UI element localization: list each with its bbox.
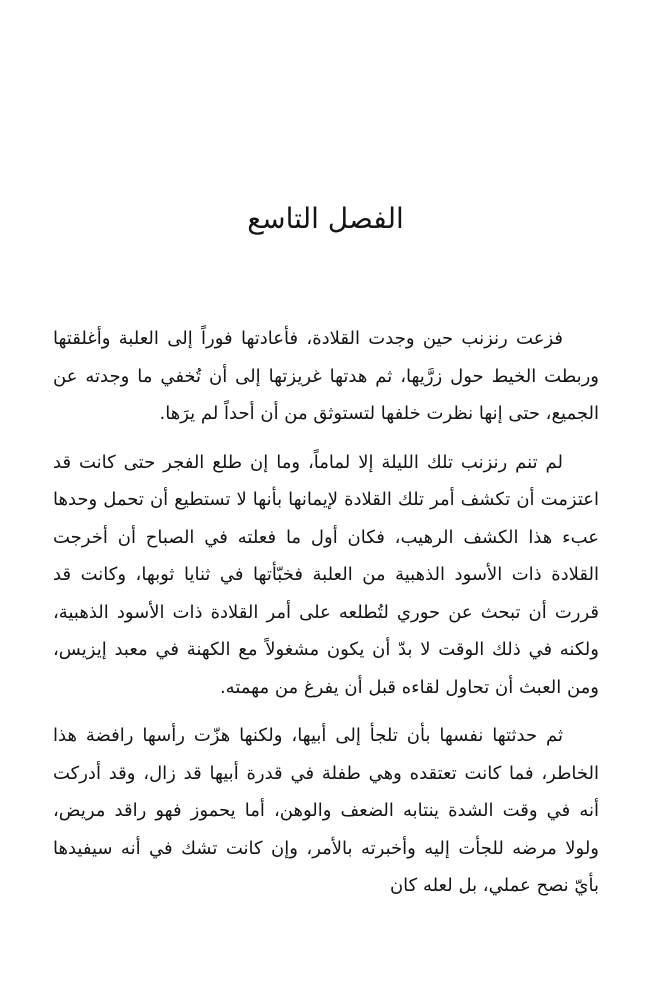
chapter-title: الفصل التاسع: [247, 202, 404, 235]
chapter-body: [53, 320, 599, 905]
paragraph-3: ثم حدثتها نفسها بأن تلجأ إلى أبيها، ولكنها هزّت رأسها رافضة هذا الخاطر، فما كانت تعتقده وهي طفلة في قدرة أبيها قد زال، وقد أدركت أنه في وقت الشدة ينتابه الضعف والوهن، أما يحموز فهو راقد مريض، ولولا مرضه للجأت إليه وأخبرته بالأمر، وإن كانت تشك في أنه سيفيدها بأيّ نصح عملي، بل لعله كان: [53, 725, 599, 896]
paragraph-1: فزعت رنزنب حين وجدت القلادة، فأعادتها فوراً إلى العلبة وأغلقتها وربطت الخيط حول زرَّيها، ثم هدتها غريزتها إلى أن تُخفي ما وجدته عن الجميع، حتى إنها نظرت خلفها لتستوثق من أن أحداً لم يرَها.: [53, 328, 599, 424]
paragraph-2: لم تنم رنزنب تلك الليلة إلا لماماً، وما إن طلع الفجر حتى كانت قد اعتزمت أن تكشف أمر تلك القلادة لإيمانها بأنها لا تستطيع أن تحمل وحدها عبء هذا الكشف الرهيب، فكان أول ما فعلته في الصباح أن أخرجت القلادة ذات الأسود الذهبية من العلبة فخبّأتها في ثنايا ثوبها، وكانت قد قررت أن تبحث عن حوري لتُطلعه على أمر القلادة ذات الأسود الذهبية، ولكنه في ذلك الوقت لا بدّ أن يكون مشغولاً مع الكهنة في معبد إيزيس، ومن العبث أن تحاول لقاءه قبل أن يفرغ من مهمته.: [53, 451, 599, 698]
